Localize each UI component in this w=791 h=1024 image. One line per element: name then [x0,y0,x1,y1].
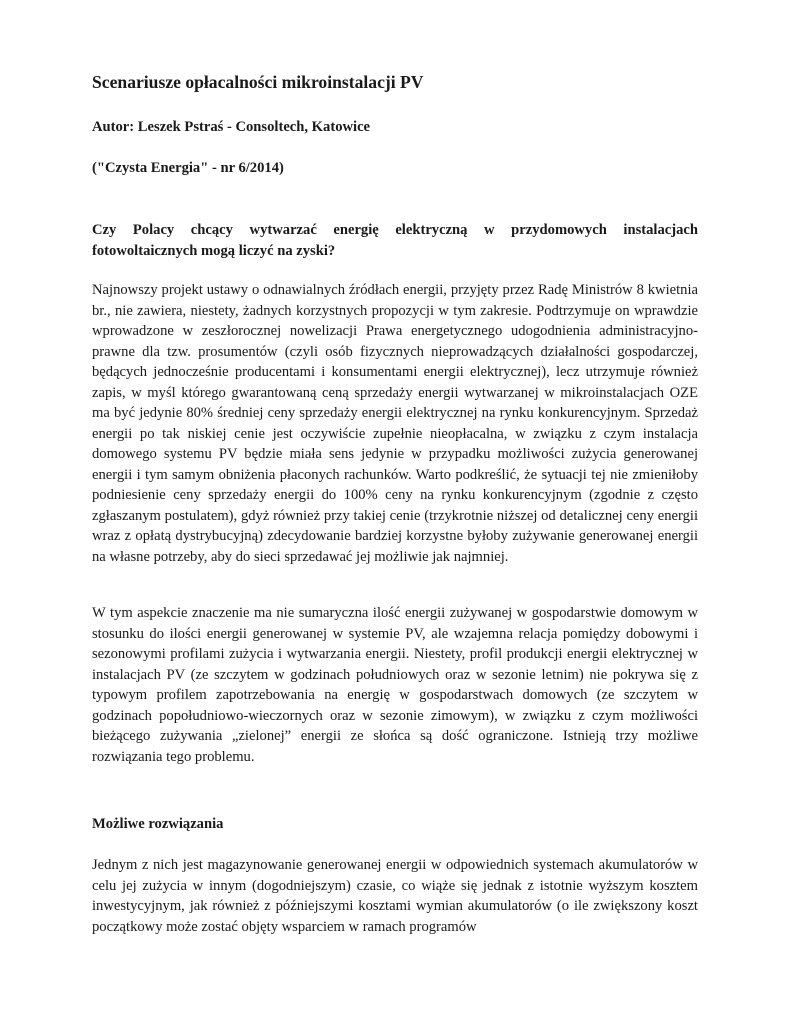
document-title: Scenariusze opłacalności mikroinstalacji PV [92,72,424,92]
section-heading: Możliwe rozwiązania [92,816,224,832]
paragraph: Jednym z nich jest magazynowanie generowanej energii w odpowiednich systemach akumulatorów w celu jej zużycia w innym (dogodniejszym) czasie, co wiąże się jednak z istotnie wyższym kosztem inwestycyjnym, jak również z późniejszymi kosztami wymian akumulatorów (o ile zwiększony koszt początkowy może zostać objęty wsparciem w ramach programów [92,857,698,935]
author-line: Autor: Leszek Pstraś - Consoltech, Katowice [92,119,371,135]
paragraph: Najnowszy projekt ustawy o odnawialnych źródłach energii, przyjęty przez Radę Ministrów 8 kwietnia br., nie zawiera, niestety, żadnych korzystnych propozycji w tym zakresie. Podtrzymuje on wprawdzie wprowadzone w zeszłorocznej nowelizacji Prawa energetycznego udogodnienia administracyjno-prawne dla tzw. prosumentów (czyli osób fizycznych nieprowadzących działalności gospodarczej, będących jednocześnie producentami i konsumentami energii elektrycznej), lecz utrzymuje również zapis, w myśl którego gwarantowaną ceną sprzedaży energii wytwarzanej w mikroinstalacjach OZE ma być jedynie 80% średniej ceny sprzedaży energii elektrycznej na rynku konkurencyjnym. Sprzedaż energii po tak niskiej cenie jest oczywiście zupełnie nieopłacalna, w związku z czym instalacja domowego systemu PV będzie miała sens jedynie w przypadku możliwości zużycia generowanej energii i tym samym obniżenia płaconych rachunków. Warto podkreślić, że sytuacji tej nie zmieniłoby podniesienie ceny sprzedaży energii do 100% ceny na rynku konkurencyjnym (zgodnie z często zgłaszanym postulatem), gdyż również przy takiej cenie (trzykrotnie niższej od detalicznej ceny energii wraz z opłatą dystrybucyjną) zdecydowanie bardziej korzystne byłoby zużywanie generowanej energii na własne potrzeby, aby do sieci sprzedawać jej możliwie jak najmniej. [92,282,698,565]
lead-question: Czy Polacy chcący wytwarzać energię elektryczną w przydomowych instalacjach fotowoltaicznych mogą liczyć na zyski? [92,222,698,259]
paragraph: W tym aspekcie znaczenie ma nie sumaryczna ilość energii zużywanej w gospodarstwie domowym w stosunku do ilości energii generowanej w systemie PV, ale wzajemna relacja pomiędzy dobowymi i sezonowymi profilami zużycia i wytwarzania energii. Niestety, profil produkcji energii elektrycznej w instalacjach PV (ze szczytem w godzinach południowych oraz w sezonie letnim) nie pokrywa się z typowym profilem zapotrzebowania na energię w gospodarstwach domowych (ze szczytem w godzinach popołudniowo-wieczornych oraz w sezonie zimowym), w związku z czym możliwości bieżącego zużywania „zielonej” energii ze słońca są dość ograniczone. Istnieją trzy możliwe rozwiązania tego problemu. [92,605,698,765]
source-line: ("Czysta Energia" - nr 6/2014) [92,160,284,176]
